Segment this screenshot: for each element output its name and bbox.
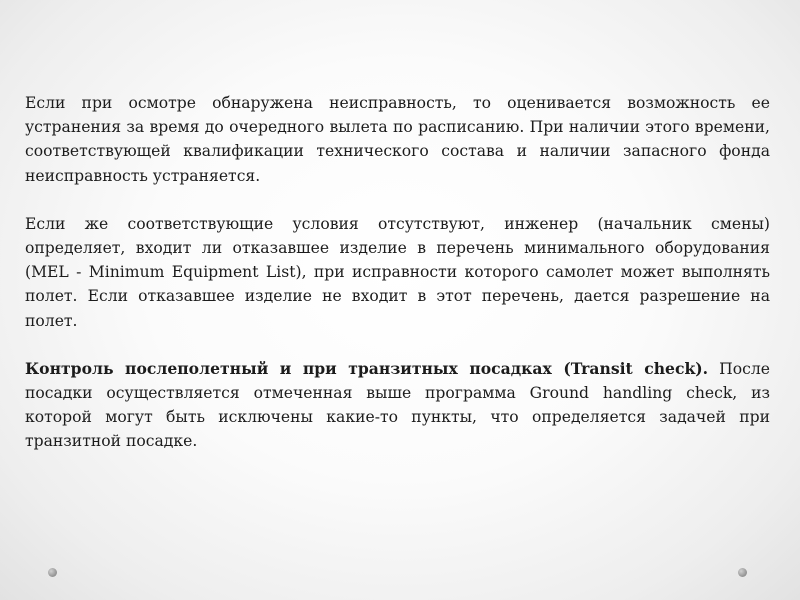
paragraph-transit-check	[25, 357, 770, 454]
paragraph-text: После посадки осуществляется отмеченная выше программа Ground handling check, из которой могут быть исключены какие-то пункты, что определяется задачей при транзитной посадке.	[25, 359, 770, 451]
corner-bullet-left-icon	[48, 568, 57, 577]
paragraph-mel-check	[25, 212, 770, 333]
paragraph-text: Если же соответствующие условия отсутствуют, инженер (начальник смены) определяет, входит ли отказавшее изделие в перечень минимального оборудования (MEL - Minimum Equipment List), при исправности которого самолет может выполнять полет. Если отказавшее изделие не входит в этот перечень, дается разрешение на полет.	[25, 214, 770, 330]
section-heading: Контроль послеполетный и при транзитных посадках (Transit check).	[25, 358, 709, 378]
slide-content	[25, 91, 770, 454]
paragraph-text: Если при осмотре обнаружена неисправность, то оценивается возможность ее устранения за время до очередного вылета по расписанию. При наличии этого времени, соответствующей квалификации технического состава и наличии запасного фонда неисправность устраняется.	[25, 94, 770, 185]
corner-bullet-right-icon	[738, 568, 747, 577]
paragraph-fault-inspection	[25, 91, 770, 188]
